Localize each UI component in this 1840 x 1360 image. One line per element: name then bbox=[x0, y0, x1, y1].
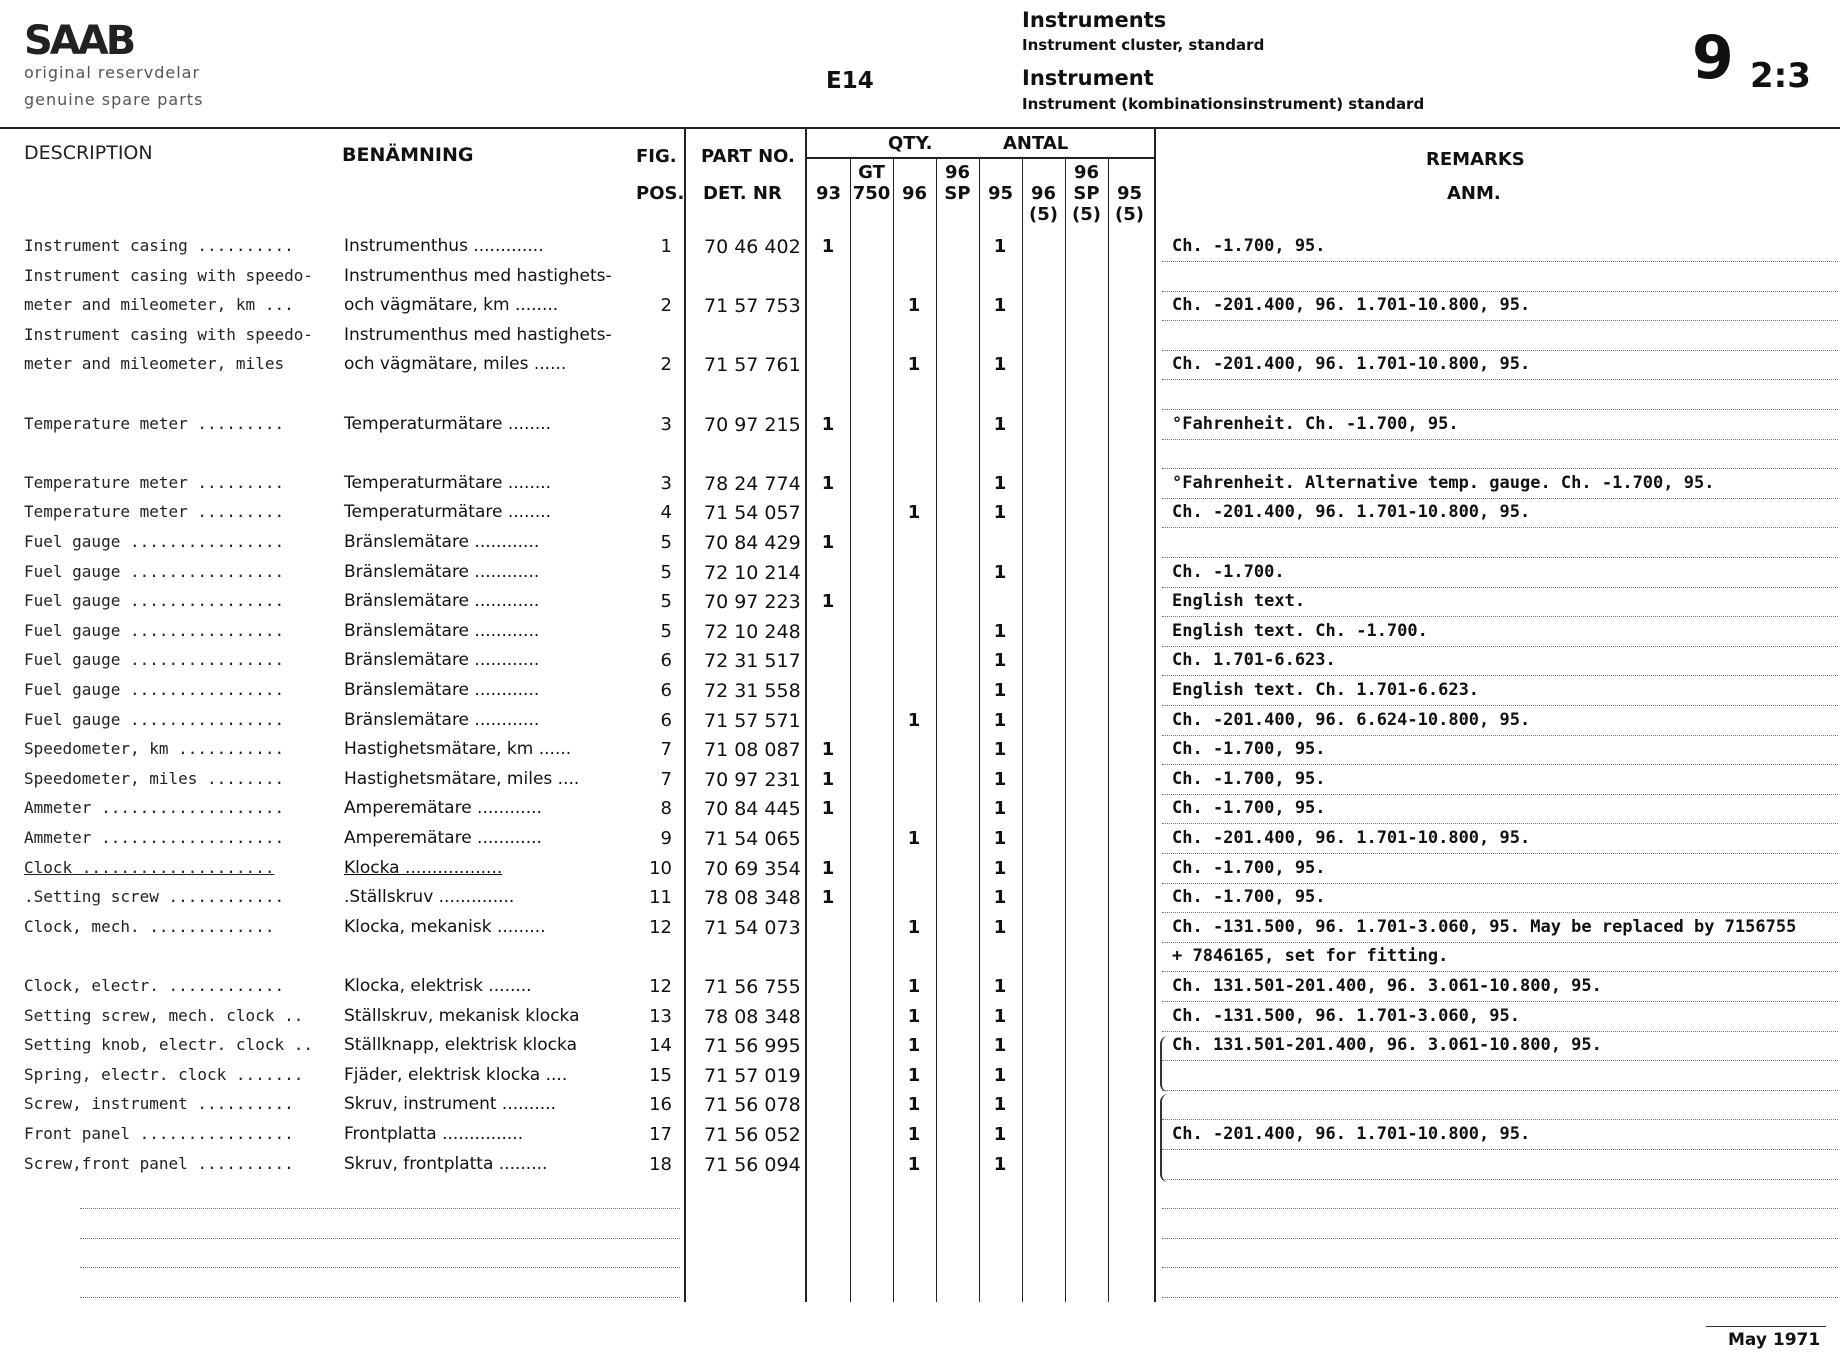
row-description: Ammeter ................... bbox=[24, 798, 285, 818]
subtitle-swedish: Instrument (kombinationsinstrument) standard bbox=[1022, 95, 1425, 113]
qty-model-label bbox=[1108, 162, 1151, 183]
col-det-nr: DET. NR bbox=[703, 183, 782, 204]
page-subnumber: 2:3 bbox=[1750, 56, 1811, 96]
row-fig-pos: 1 bbox=[660, 236, 672, 257]
col-antal: ANTAL bbox=[1003, 133, 1069, 154]
row-benamning: Instrumenthus ............. bbox=[344, 236, 544, 256]
row-benamning: Skruv, frontplatta ......... bbox=[344, 1153, 548, 1174]
row-benamning: Klocka, mekanisk ......... bbox=[344, 916, 546, 937]
remark-guide-line bbox=[1162, 1060, 1838, 1061]
row-qty: 1 bbox=[821, 739, 835, 761]
row-fig-pos: 16 bbox=[649, 1094, 672, 1116]
qty-model-label: 93 bbox=[815, 183, 842, 204]
qty-model-label bbox=[979, 204, 1022, 225]
qty-model-header bbox=[1108, 162, 1151, 225]
row-part-number: 71 56 995 bbox=[704, 1035, 801, 1058]
col-fig: FIG. bbox=[636, 146, 677, 167]
row-qty: 1 bbox=[993, 620, 1007, 642]
tagline-english: genuine spare parts bbox=[24, 90, 204, 109]
row-description: Clock .................... bbox=[24, 857, 275, 877]
row-benamning: Klocka .................. bbox=[344, 857, 503, 878]
row-benamning: Hastighetsmätare, miles .... bbox=[344, 768, 580, 789]
row-qty: 1 bbox=[821, 532, 835, 553]
row-part-number: 72 10 248 bbox=[704, 620, 801, 643]
row-qty: 1 bbox=[993, 1124, 1007, 1145]
row-part-number: 72 10 214 bbox=[704, 561, 801, 584]
row-fig-pos: 6 bbox=[660, 650, 672, 672]
row-description: Fuel gauge ................ bbox=[24, 620, 285, 640]
row-qty: 1 bbox=[993, 1035, 1007, 1057]
remark-group-brace bbox=[1160, 1094, 1170, 1182]
row-fig-pos: 5 bbox=[660, 532, 672, 553]
row-description: Instrument casing with speedo- bbox=[24, 324, 313, 344]
remark-guide-line bbox=[1162, 291, 1838, 292]
remark-guide-line bbox=[1162, 735, 1838, 736]
remark-guide-line bbox=[1162, 1090, 1838, 1091]
col-anm: ANM. bbox=[1447, 183, 1501, 204]
row-part-number: 71 57 753 bbox=[704, 295, 801, 318]
row-fig-pos: 6 bbox=[660, 709, 672, 731]
empty-guide-line bbox=[1162, 1208, 1838, 1209]
col-remarks: REMARKS bbox=[1426, 149, 1525, 170]
row-fig-pos: 8 bbox=[660, 798, 672, 820]
row-part-number: 78 24 774 bbox=[704, 472, 801, 495]
row-qty: 1 bbox=[821, 887, 835, 909]
row-qty: 1 bbox=[907, 1094, 921, 1116]
row-qty: 1 bbox=[993, 828, 1007, 849]
empty-guide-line bbox=[80, 1267, 680, 1268]
row-part-number: 70 97 231 bbox=[704, 768, 801, 791]
empty-guide-line bbox=[1162, 1267, 1838, 1268]
empty-guide-line bbox=[80, 1297, 680, 1298]
row-remark: Ch. -131.500, 96. 1.701-3.060, 95. bbox=[1172, 1005, 1520, 1026]
qty-model-label bbox=[979, 162, 1022, 183]
row-remark: Ch. -201.400, 96. 1.701-10.800, 95. bbox=[1172, 354, 1531, 375]
row-fig-pos: 7 bbox=[660, 739, 672, 761]
row-fig-pos: 4 bbox=[660, 502, 672, 524]
row-fig-pos: 17 bbox=[649, 1124, 672, 1145]
row-qty: 1 bbox=[907, 976, 921, 997]
row-part-number: 71 54 065 bbox=[704, 828, 801, 850]
header-rule bbox=[0, 127, 1840, 129]
col-pos: POS. bbox=[636, 183, 685, 204]
row-description: Temperature meter ......... bbox=[24, 502, 285, 522]
row-qty: 1 bbox=[907, 502, 921, 524]
row-part-number: 78 08 348 bbox=[704, 1005, 801, 1028]
row-qty: 1 bbox=[993, 739, 1007, 761]
qty-model-label: (5) bbox=[1029, 204, 1058, 225]
row-benamning: Bränslemätare ............ bbox=[344, 591, 540, 612]
qty-model-header bbox=[1065, 162, 1108, 225]
row-fig-pos: 12 bbox=[649, 916, 672, 938]
remark-guide-line bbox=[1162, 439, 1838, 440]
row-benamning: Amperemätare ............ bbox=[344, 798, 542, 819]
row-part-number: 71 56 052 bbox=[704, 1124, 801, 1146]
remark-guide-line bbox=[1162, 320, 1838, 321]
row-benamning: Temperaturmätare ........ bbox=[344, 502, 552, 523]
row-qty: 1 bbox=[993, 976, 1007, 997]
page-number: 9 bbox=[1692, 23, 1734, 93]
row-qty: 1 bbox=[993, 1005, 1007, 1027]
qty-column-rule bbox=[936, 157, 937, 1302]
row-fig-pos: 3 bbox=[660, 472, 672, 494]
row-description: Fuel gauge ................ bbox=[24, 561, 285, 581]
row-qty: 1 bbox=[993, 1153, 1007, 1175]
row-part-number: 71 08 087 bbox=[704, 739, 801, 762]
row-part-number: 72 31 558 bbox=[704, 680, 801, 702]
remark-guide-line bbox=[1162, 498, 1838, 499]
row-qty: 1 bbox=[907, 1005, 921, 1027]
row-qty: 1 bbox=[907, 1153, 921, 1175]
qty-model-label: 96 bbox=[1030, 183, 1057, 204]
row-description: Fuel gauge ................ bbox=[24, 532, 285, 551]
row-description: Speedometer, km ........... bbox=[24, 739, 285, 759]
row-benamning: Instrumenthus med hastighets- bbox=[344, 265, 612, 286]
row-benamning: Ställknapp, elektrisk klocka bbox=[344, 1035, 577, 1056]
qty-column-rule bbox=[850, 157, 851, 1302]
qty-model-label bbox=[807, 162, 850, 183]
qty-model-label bbox=[893, 204, 936, 225]
row-description: Temperature meter ......... bbox=[24, 472, 285, 492]
row-description: Speedometer, miles ........ bbox=[24, 768, 285, 788]
row-qty: 1 bbox=[907, 354, 921, 376]
qty-model-label: 95 bbox=[1116, 183, 1143, 204]
row-fig-pos: 10 bbox=[649, 857, 672, 879]
row-description: Instrument casing with speedo- bbox=[24, 265, 313, 285]
row-fig-pos: 13 bbox=[649, 1005, 672, 1027]
remark-guide-line bbox=[1162, 942, 1838, 943]
empty-guide-line bbox=[1162, 1238, 1838, 1239]
remark-guide-line bbox=[1162, 794, 1838, 795]
qty-model-header bbox=[807, 162, 850, 225]
row-part-number: 70 84 445 bbox=[704, 798, 801, 821]
row-remark: English text. bbox=[1172, 591, 1306, 612]
row-benamning: Fjäder, elektrisk klocka .... bbox=[344, 1064, 568, 1085]
row-qty: 1 bbox=[907, 709, 921, 731]
qty-model-label bbox=[936, 204, 979, 225]
empty-guide-line bbox=[1162, 1297, 1838, 1298]
title-english: Instruments bbox=[1022, 8, 1167, 32]
row-benamning: Frontplatta ............... bbox=[344, 1124, 524, 1144]
row-remark: Ch. -201.400, 96. 1.701-10.800, 95. bbox=[1172, 828, 1531, 848]
row-fig-pos: 15 bbox=[649, 1064, 672, 1086]
qty-column-rule bbox=[893, 157, 894, 1302]
row-part-number: 71 57 571 bbox=[704, 709, 801, 732]
col-benamning: BENÄMNING bbox=[342, 144, 474, 166]
footer-rule bbox=[1706, 1326, 1826, 1327]
subtitle-english: Instrument cluster, standard bbox=[1022, 36, 1265, 54]
row-qty: 1 bbox=[993, 857, 1007, 879]
qty-model-label: 95 bbox=[987, 183, 1014, 204]
row-remark: °Fahrenheit. Alternative temp. gauge. Ch. -1.700, 95. bbox=[1172, 472, 1715, 493]
row-part-number: 70 69 354 bbox=[704, 857, 801, 880]
row-fig-pos: 7 bbox=[660, 768, 672, 790]
row-qty: 1 bbox=[907, 1124, 921, 1145]
row-remark: Ch. -201.400, 96. 1.701-10.800, 95. bbox=[1172, 1124, 1531, 1144]
row-part-number: 71 56 078 bbox=[704, 1094, 801, 1117]
qty-model-header bbox=[893, 162, 936, 225]
row-qty: 1 bbox=[993, 709, 1007, 731]
qty-column-rule bbox=[1065, 157, 1066, 1302]
row-fig-pos: 9 bbox=[660, 828, 672, 849]
row-benamning: Bränslemätare ............ bbox=[344, 650, 540, 671]
row-benamning: Klocka, elektrisk ........ bbox=[344, 976, 532, 996]
row-qty: 1 bbox=[993, 413, 1007, 435]
row-part-number: 70 97 215 bbox=[704, 413, 801, 436]
qty-model-label: SP bbox=[944, 183, 971, 204]
row-part-number: 78 08 348 bbox=[704, 887, 801, 910]
title-swedish: Instrument bbox=[1022, 66, 1154, 90]
row-part-number: 71 54 073 bbox=[704, 916, 801, 939]
row-description: meter and mileometer, km ... bbox=[24, 295, 294, 315]
rule-part-left bbox=[684, 127, 686, 1302]
row-benamning: Ställskruv, mekanisk klocka bbox=[344, 1005, 580, 1026]
row-benamning: Bränslemätare ............ bbox=[344, 709, 540, 730]
row-description: Screw,front panel .......... bbox=[24, 1153, 294, 1173]
section-code: E14 bbox=[826, 68, 874, 94]
qty-model-label: 96 bbox=[944, 162, 971, 183]
remark-guide-line bbox=[1162, 823, 1838, 824]
empty-guide-line bbox=[80, 1208, 680, 1209]
row-description: Setting knob, electr. clock .. bbox=[24, 1035, 313, 1055]
row-description: meter and mileometer, miles bbox=[24, 354, 285, 374]
qty-model-label bbox=[850, 204, 893, 225]
row-fig-pos: 3 bbox=[660, 413, 672, 435]
remark-guide-line bbox=[1162, 675, 1838, 676]
row-qty: 1 bbox=[993, 561, 1007, 583]
row-fig-pos: 14 bbox=[649, 1035, 672, 1057]
row-fig-pos: 2 bbox=[660, 295, 672, 317]
row-qty: 1 bbox=[907, 1064, 921, 1086]
row-benamning: och vägmätare, km ........ bbox=[344, 295, 559, 316]
col-part-no: PART NO. bbox=[701, 146, 795, 167]
row-description: Instrument casing .......... bbox=[24, 236, 294, 255]
row-description: Screw, instrument .......... bbox=[24, 1094, 294, 1114]
remark-guide-line bbox=[1162, 1031, 1838, 1032]
qty-model-label: SP bbox=[1073, 183, 1100, 204]
row-fig-pos: 18 bbox=[649, 1153, 672, 1175]
row-qty: 1 bbox=[993, 650, 1007, 672]
row-qty: 1 bbox=[907, 828, 921, 849]
tagline-swedish: original reservdelar bbox=[24, 63, 201, 82]
row-remark: Ch. -131.500, 96. 1.701-3.060, 95. May be replaced by 7156755 bbox=[1172, 916, 1797, 937]
row-qty: 1 bbox=[821, 798, 835, 820]
qty-column-rule bbox=[1022, 157, 1023, 1302]
row-description: .Setting screw ............ bbox=[24, 887, 285, 907]
remark-guide-line bbox=[1162, 705, 1838, 706]
row-description: Fuel gauge ................ bbox=[24, 680, 285, 699]
row-part-number: 70 84 429 bbox=[704, 532, 801, 554]
row-qty: 1 bbox=[993, 354, 1007, 376]
col-qty: QTY. bbox=[888, 133, 933, 154]
qty-model-label: (5) bbox=[1115, 204, 1144, 225]
row-part-number: 71 57 019 bbox=[704, 1064, 801, 1087]
row-description: Fuel gauge ................ bbox=[24, 709, 285, 729]
row-qty: 1 bbox=[907, 295, 921, 317]
rule-remarks-left bbox=[1154, 127, 1156, 1302]
remark-guide-line bbox=[1162, 912, 1838, 913]
remark-guide-line bbox=[1162, 853, 1838, 854]
row-benamning: Bränslemätare ............ bbox=[344, 561, 540, 582]
row-benamning: Temperaturmätare ........ bbox=[344, 413, 552, 434]
remark-guide-line bbox=[1162, 527, 1838, 528]
qty-model-header bbox=[1022, 162, 1065, 225]
row-benamning: och vägmätare, miles ...... bbox=[344, 354, 567, 375]
qty-model-label bbox=[1022, 162, 1065, 183]
row-part-number: 71 54 057 bbox=[704, 502, 801, 525]
remark-guide-line bbox=[1162, 764, 1838, 765]
row-benamning: Amperemätare ............ bbox=[344, 828, 542, 848]
row-remark: °Fahrenheit. Ch. -1.700, 95. bbox=[1172, 413, 1459, 434]
row-benamning: Hastighetsmätare, km ...... bbox=[344, 739, 572, 760]
empty-guide-line bbox=[80, 1238, 680, 1239]
saab-logo: SAAB bbox=[24, 18, 134, 64]
row-fig-pos: 5 bbox=[660, 561, 672, 583]
row-qty: 1 bbox=[821, 591, 835, 613]
row-benamning: .Ställskruv .............. bbox=[344, 887, 515, 908]
row-qty: 1 bbox=[907, 916, 921, 938]
row-part-number: 71 57 761 bbox=[704, 354, 801, 377]
row-fig-pos: 12 bbox=[649, 976, 672, 997]
row-description: Clock, electr. ............ bbox=[24, 976, 285, 995]
row-description: Spring, electr. clock ....... bbox=[24, 1064, 304, 1084]
remark-guide-line bbox=[1162, 1179, 1838, 1180]
row-fig-pos: 11 bbox=[649, 887, 672, 909]
remark-guide-line bbox=[1162, 409, 1838, 410]
qty-model-header bbox=[979, 162, 1022, 225]
row-description: Fuel gauge ................ bbox=[24, 591, 285, 611]
remark-guide-line bbox=[1162, 616, 1838, 617]
remark-guide-line bbox=[1162, 883, 1838, 884]
qty-model-label bbox=[893, 162, 936, 183]
row-part-number: 72 31 517 bbox=[704, 650, 801, 673]
row-qty: 1 bbox=[993, 1094, 1007, 1116]
row-qty: 1 bbox=[821, 472, 835, 494]
row-remark: Ch. -1.700, 95. bbox=[1172, 857, 1326, 878]
qty-model-label: (5) bbox=[1072, 204, 1101, 225]
qty-model-label: 96 bbox=[1073, 162, 1100, 183]
remark-guide-line bbox=[1162, 587, 1838, 588]
row-fig-pos: 5 bbox=[660, 620, 672, 642]
row-remark: Ch. -201.400, 96. 1.701-10.800, 95. bbox=[1172, 295, 1531, 316]
row-remark: English text. Ch. -1.700. bbox=[1172, 620, 1428, 641]
remark-guide-line bbox=[1162, 1001, 1838, 1002]
qty-model-header bbox=[850, 162, 893, 225]
qty-model-header bbox=[936, 162, 979, 225]
row-part-number: 71 56 094 bbox=[704, 1153, 801, 1176]
row-remark: Ch. 131.501-201.400, 96. 3.061-10.800, 95. bbox=[1172, 1035, 1602, 1056]
qty-model-label bbox=[807, 204, 850, 225]
row-qty: 1 bbox=[993, 472, 1007, 494]
row-benamning: Temperaturmätare ........ bbox=[344, 472, 552, 493]
row-qty: 1 bbox=[993, 236, 1007, 257]
row-remark: Ch. -1.700, 95. bbox=[1172, 798, 1326, 819]
row-remark: Ch. -1.700, 95. bbox=[1172, 236, 1326, 256]
row-qty: 1 bbox=[821, 768, 835, 790]
row-description: Temperature meter ......... bbox=[24, 413, 285, 433]
row-qty: 1 bbox=[821, 857, 835, 879]
row-qty: 1 bbox=[993, 1064, 1007, 1086]
row-qty: 1 bbox=[821, 413, 835, 435]
remark-guide-line bbox=[1162, 646, 1838, 647]
row-remark: Ch. -201.400, 96. 1.701-10.800, 95. bbox=[1172, 502, 1531, 523]
qty-model-label: GT bbox=[858, 162, 885, 183]
row-fig-pos: 6 bbox=[660, 680, 672, 701]
remark-guide-line bbox=[1162, 468, 1838, 469]
row-remark: Ch. -201.400, 96. 6.624-10.800, 95. bbox=[1172, 709, 1531, 730]
row-remark: Ch. -1.700, 95. bbox=[1172, 768, 1326, 789]
remark-guide-line bbox=[1162, 350, 1838, 351]
row-fig-pos: 5 bbox=[660, 591, 672, 613]
row-part-number: 70 97 223 bbox=[704, 591, 801, 614]
remark-guide-line bbox=[1162, 379, 1838, 380]
remark-guide-line bbox=[1162, 261, 1838, 262]
row-remark: + 7846165, set for fitting. bbox=[1172, 946, 1449, 967]
row-description: Fuel gauge ................ bbox=[24, 650, 285, 670]
row-description: Front panel ................ bbox=[24, 1124, 294, 1143]
col-description: DESCRIPTION bbox=[24, 142, 153, 164]
row-benamning: Instrumenthus med hastighets- bbox=[344, 324, 612, 345]
row-description: Setting screw, mech. clock .. bbox=[24, 1005, 304, 1025]
row-benamning: Bränslemätare ............ bbox=[344, 620, 540, 641]
rule-part-right bbox=[805, 127, 807, 1302]
row-part-number: 71 56 755 bbox=[704, 976, 801, 998]
row-remark: Ch. -1.700. bbox=[1172, 561, 1285, 582]
qty-column-rule bbox=[979, 157, 980, 1302]
row-qty: 1 bbox=[993, 887, 1007, 909]
row-benamning: Bränslemätare ............ bbox=[344, 680, 540, 700]
row-part-number: 70 46 402 bbox=[704, 236, 801, 258]
remark-guide-line bbox=[1162, 1119, 1838, 1120]
row-fig-pos: 2 bbox=[660, 354, 672, 376]
row-qty: 1 bbox=[907, 1035, 921, 1057]
row-benamning: Skruv, instrument .......... bbox=[344, 1094, 556, 1115]
remark-group-brace bbox=[1160, 1036, 1170, 1092]
footer-date: May 1971 bbox=[1728, 1330, 1821, 1350]
row-remark: Ch. 1.701-6.623. bbox=[1172, 650, 1336, 671]
row-qty: 1 bbox=[993, 798, 1007, 820]
row-qty: 1 bbox=[993, 502, 1007, 524]
row-qty: 1 bbox=[993, 295, 1007, 317]
row-qty: 1 bbox=[993, 916, 1007, 938]
row-remark: English text. Ch. 1.701-6.623. bbox=[1172, 680, 1480, 700]
row-qty: 1 bbox=[821, 236, 835, 257]
remark-guide-line bbox=[1162, 1149, 1838, 1150]
qty-model-label: 96 bbox=[901, 183, 928, 204]
row-description: Clock, mech. ............. bbox=[24, 916, 275, 936]
remark-guide-line bbox=[1162, 557, 1838, 558]
row-remark: Ch. 131.501-201.400, 96. 3.061-10.800, 95. bbox=[1172, 976, 1602, 996]
qty-column-rule bbox=[1108, 157, 1109, 1302]
row-description: Ammeter ................... bbox=[24, 828, 285, 847]
row-benamning: Bränslemätare ............ bbox=[344, 532, 540, 552]
row-qty: 1 bbox=[993, 768, 1007, 790]
row-remark: Ch. -1.700, 95. bbox=[1172, 887, 1326, 908]
row-qty: 1 bbox=[993, 680, 1007, 701]
row-remark: Ch. -1.700, 95. bbox=[1172, 739, 1326, 760]
remark-guide-line bbox=[1162, 971, 1838, 972]
qty-model-label: 750 bbox=[852, 183, 891, 204]
